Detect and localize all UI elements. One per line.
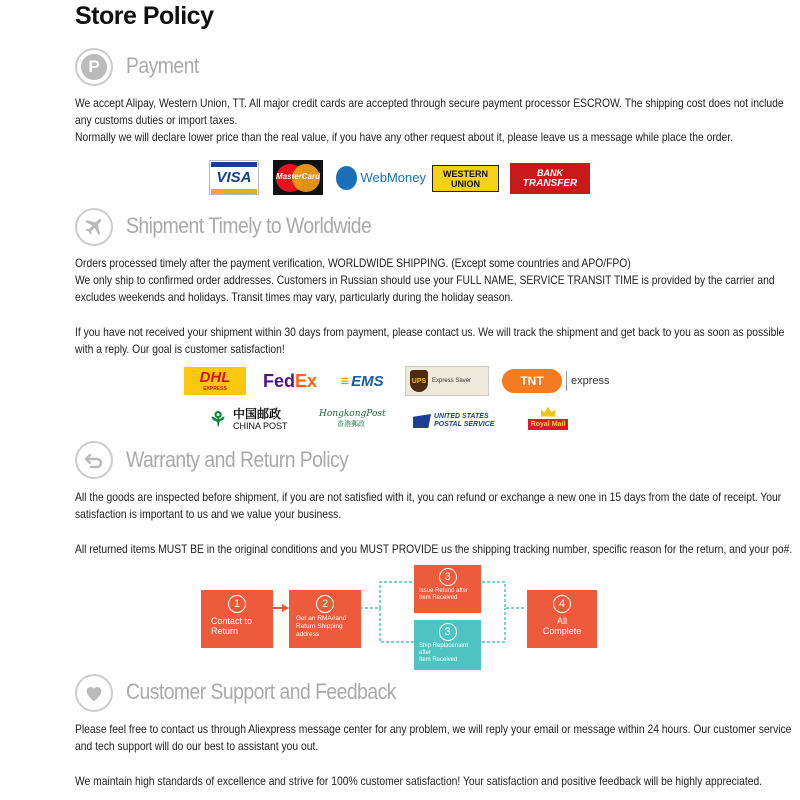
payment-icon [75, 48, 113, 86]
flow-step-4 [527, 590, 597, 648]
usps-text-1: UNITED STATES [434, 413, 489, 420]
hongkong-post-logo [319, 403, 391, 435]
shipment-line-3: excludes weekends and holidays. Transit times may vary, particularly during the holiday season. [75, 290, 514, 304]
ups-logo [405, 366, 489, 396]
royal-mail-text: Royal Mail [528, 419, 569, 430]
support-line-1: Please feel free to contact us through Aliexpress message center for any problem, we will reply your email or message within 24 hours. Our customer service [75, 722, 792, 736]
warranty-line-2: satisfaction is important to us and we value your business. [75, 507, 342, 521]
flow-step-3b-line-2: after [419, 650, 432, 656]
flow-step-2-number: 2 [316, 595, 334, 613]
webmoney-logo [336, 161, 426, 194]
airplane-icon [75, 208, 113, 246]
payment-line-2: any customs duties or import taxes. [75, 113, 238, 127]
warranty-line-1: All the goods are inspected before shipment, if you are not satisfied with it, you can refund or exchange a new one in 15 days from the date of receipt. Your [75, 490, 782, 504]
dhl-sub: EXPRESS [203, 386, 227, 392]
china-post-en: CHINA POST [233, 420, 288, 431]
flow-step-4-line-2: Complete [542, 626, 582, 636]
dhl-logo [184, 367, 246, 395]
payment-heading: Payment [126, 53, 199, 78]
flow-step-1-number: 1 [228, 595, 246, 613]
china-post-cn: 中国邮政 [233, 406, 282, 421]
flow-step-3b-line-1: Ship Replacement [419, 643, 469, 649]
royal-mail-logo [526, 403, 570, 433]
flow-step-1-line-1: Contact to [211, 616, 253, 626]
payment-text [75, 95, 784, 146]
visa-text: VISA [216, 168, 252, 186]
tnt-text: TNT [502, 369, 562, 393]
bank-transfer-text-2: TRANSFER [522, 178, 578, 189]
flow-step-3b-number: 3 [439, 623, 457, 641]
flow-step-1-line-2: Return [211, 626, 239, 636]
hongkong-post-text: HongkongPost [319, 409, 386, 419]
ems-text: EMS [351, 372, 384, 390]
support-line-2: and tech support will do our best to assistant you out. [75, 739, 319, 753]
ems-logo: ≡ EMS [340, 372, 384, 390]
flow-step-3-replacement [414, 620, 481, 670]
webmoney-text: WebMoney [360, 170, 426, 185]
bank-transfer-text-1: BANK [537, 168, 563, 178]
flow-step-1 [201, 590, 273, 648]
china-post-icon: ⚘ [209, 408, 227, 431]
page-title: Store Policy [75, 2, 214, 30]
usps-text-2: POSTAL SERVICE [434, 421, 495, 428]
flow-step-3b-line-3: Item Received [419, 657, 458, 663]
mastercard-circles [276, 164, 320, 192]
crown-icon [541, 407, 555, 417]
flow-step-4-number: 4 [553, 595, 571, 613]
ups-shield-icon: UPS [410, 370, 428, 392]
flow-step-3a-line-1: Issue Refund after [419, 588, 469, 594]
flow-step-3-refund [414, 565, 481, 613]
flow-step-3a-number: 3 [439, 568, 457, 586]
visa-logo [209, 160, 259, 195]
tnt-label: express [571, 375, 610, 387]
mastercard-logo [273, 160, 323, 195]
shipment-line-4: If you have not received your shipment within 30 days from payment, please contact us. We will track the shipment and get back to you as soon as possible [75, 325, 785, 339]
flow-step-2-line-1: Get an RMA#and [296, 615, 347, 622]
return-arrow-icon [75, 441, 113, 479]
fedex-logo [259, 369, 321, 393]
payment-line-3: Normally we will declare lower price than the real value, if you have any other request about it, please leave us a message while place the order. [75, 130, 733, 144]
ups-label: Express Saver [432, 378, 472, 384]
usps-eagle-icon [413, 414, 431, 428]
payment-icon-letter: P [81, 54, 107, 80]
support-text [75, 721, 792, 790]
payment-line-1: We accept Alipay, Western Union, TT. All major credit cards are accepted through secure payment processor ESCROW. The shipping cost does not include [75, 96, 784, 110]
heart-icon [75, 674, 113, 712]
fedex-ex: Ex [294, 370, 318, 391]
warranty-text [75, 489, 793, 558]
dhl-text: DHL [199, 369, 231, 386]
western-union-text-2: UNION [451, 178, 480, 189]
flow-step-2-line-3: address [296, 631, 320, 638]
tnt-logo [502, 367, 614, 395]
flow-step-2 [289, 590, 361, 648]
visa-stripe-bottom [211, 189, 257, 194]
shipment-line-5: with a reply. Our goal is customer satisfaction! [75, 342, 285, 356]
flow-step-3a-line-2: Item Received [419, 595, 458, 601]
usps-logo [413, 410, 509, 432]
flow-step-2-line-2: Return Shipping [296, 623, 343, 630]
warranty-heading: Warranty and Return Policy [126, 447, 349, 472]
flow-step-4-line-1: All [556, 616, 567, 626]
warranty-line-3: All returned items MUST BE in the original conditions and you MUST PROVIDE us the shipping tracking number, specific reason for the return, and your po#. [75, 542, 793, 556]
webmoney-globe-icon [336, 166, 357, 190]
fedex-fed: Fed [262, 370, 295, 391]
shipment-line-1: Orders processed timely after the payment verification, WORLDWIDE SHIPPING. (Except some countries and APO/FPO) [75, 256, 631, 270]
western-union-logo [432, 165, 499, 192]
mastercard-text: MasterCard [276, 171, 321, 181]
china-post-logo [206, 403, 298, 435]
bank-transfer-logo [510, 163, 590, 194]
shipment-text [75, 255, 785, 358]
shipment-line-2: We only ship to confirmed order addresses. Customers in Russian should use your FULL NAME, SERVICE TRANSIT TIME is provided by the carrier and [75, 273, 775, 287]
support-line-3: We maintain high standards of excellence and strive for 100% customer satisfaction! Your satisfaction and positive feedback will be highly appreciated. [75, 774, 763, 788]
support-heading: Customer Support and Feedback [126, 679, 396, 704]
western-union-text-1: WESTERN [443, 168, 488, 179]
hongkong-post-cn: 香港郵政 [337, 420, 365, 428]
shipment-heading: Shipment Timely to Worldwide [126, 213, 372, 238]
